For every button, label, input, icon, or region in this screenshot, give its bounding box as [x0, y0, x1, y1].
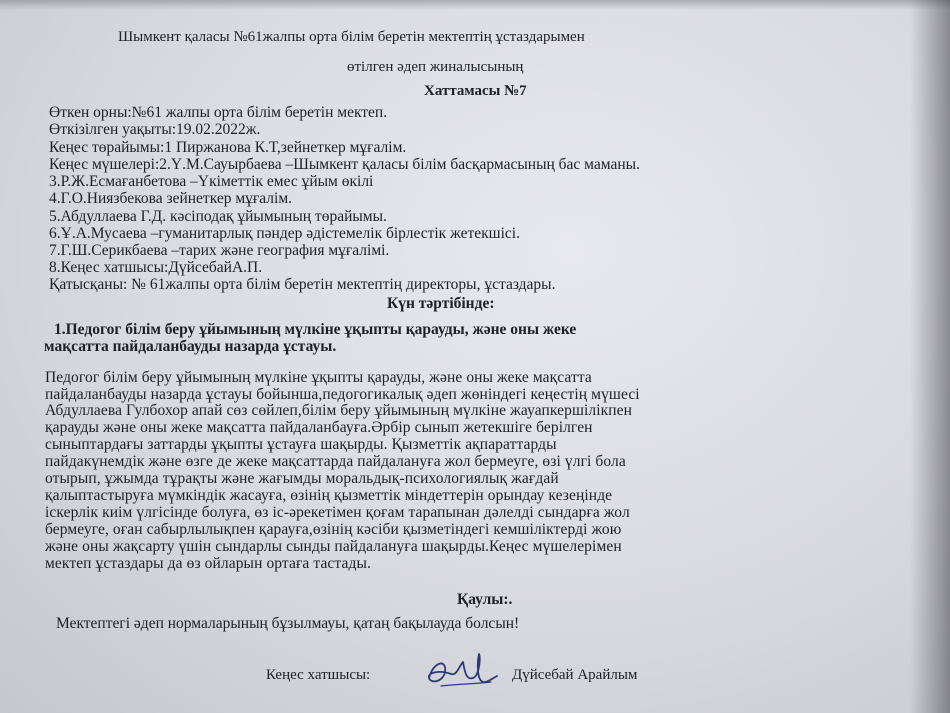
secretary-name: Дүйсебай Арайлым — [512, 667, 638, 683]
handwritten-signature — [423, 648, 503, 693]
body-line: және оны жақсарту үшін сындарлы сынды пайдалануға шақырды.Кеңес мүшелерімен — [45, 538, 622, 555]
info-line: Өткен орны:№61 жалпы орта білім беретін мектеп. — [49, 104, 388, 121]
agenda-item-line-2: мақсатта пайдаланбауды назарда ұстауы. — [44, 338, 337, 355]
info-line: 5.Абдуллаева Г.Д. кәсіподақ ұйымының төрайымы. — [49, 208, 387, 225]
info-line: Кеңес мүшелері:2.Ү.М.Сауырбаева –Шымкент қаласы білім басқармасының бас маманы. — [49, 156, 640, 173]
participants-line: Қатысқаны: № 61жалпы орта білім беретін мектептің директоры, ұстаздары. — [49, 276, 556, 293]
body-line: Абдуллаева Гулбохор апай сөз сөйлеп,білім беру ұйымының мүлкіне жауапкершілікпен — [45, 402, 633, 419]
protocol-title: Хаттамасы №7 — [424, 83, 527, 99]
info-line: Өткізілген уақыты:19.02.2022ж. — [49, 121, 261, 138]
body-line: пайдакүнемдік және өзге де жеке мақсаттарда пайдалануға жол бермеуге, өзі үлгі бола — [45, 453, 626, 470]
agenda-item-line-1: 1.Педогог білім беру ұйымының мүлкіне ұқыпты қарауды, және оны жеке — [54, 321, 577, 338]
info-line: 4.Г.О.Ниязбекова зейнеткер мұғалім. — [49, 190, 292, 207]
info-line: 7.Г.Ш.Серикбаева –тарих және география мұғалімі. — [49, 242, 390, 259]
body-line: пайдаланбауды назарда ұстауы бойынша,педогогикалық әдеп жөніндегі кеңестің мүшесі — [45, 386, 640, 403]
info-line: 3.Р.Ж.Есмағанбетова –Үкіметтік емес ұйым өкілі — [49, 173, 374, 190]
agenda-heading: Күн тәртібінде: — [387, 295, 495, 312]
info-line: 8.Кеңес хатшысы:ДүйсебайА.П. — [49, 259, 263, 276]
body-line: мектеп ұстаздары да өз ойларын ортаға тастады. — [45, 555, 371, 572]
decision-text: Мектептегі әдеп нормаларының бұзылмауы, қатаң бақылауда болсын! — [56, 615, 520, 632]
body-line: қарауды және оны жеке мақсатта пайдаланбауға.Әрбір сынып жетекшіге берілген — [45, 419, 593, 436]
body-line: бермеуге, оған сабырлылықпен қарауға,өзінің кәсіби қызметіндегі кемшіліктерді жою — [45, 521, 622, 538]
info-line: Кеңес төрайымы:1 Пиржанова К.Т,зейнеткер мұғалім. — [49, 139, 407, 156]
header-line-1: Шымкент қаласы №61жалпы орта білім беретін мектептің ұстаздарымен — [118, 29, 585, 45]
photo-shadow-top — [0, 0, 950, 10]
secretary-label: Кеңес хатшысы: — [266, 667, 371, 683]
info-line: 6.Ұ.А.Мусаева –гуманитарлық пәндер әдістемелік бірлестік жетекшісі. — [49, 225, 520, 242]
body-line: Педогог білім беру ұйымының мүлкіне ұқыпты қарауды, және оны жеке мақсатта — [45, 369, 592, 386]
photo-shadow-right — [910, 0, 950, 713]
body-line: сыныптардағы заттарды ұқыпты ұстауға шақырды. Қызметтік ақпараттарды — [45, 436, 557, 453]
decision-heading: Қаулы:. — [457, 591, 513, 608]
body-line: іскерлік киім үлгісінде болуға, өз іс-әрекетімен қоғам тарапынан дәлелді сындарға жол — [45, 504, 630, 521]
header-line-2: өтілген әдеп жиналысының — [347, 59, 524, 75]
body-line: қалыптастыруға мүмкіндік жасауға, өзінің қызметтік міндеттерін орындау кезеңінде — [45, 487, 613, 504]
body-line: отырып, ұжымда тұрақты және жағымды моральдық-психологиялық жағдай — [45, 470, 559, 487]
